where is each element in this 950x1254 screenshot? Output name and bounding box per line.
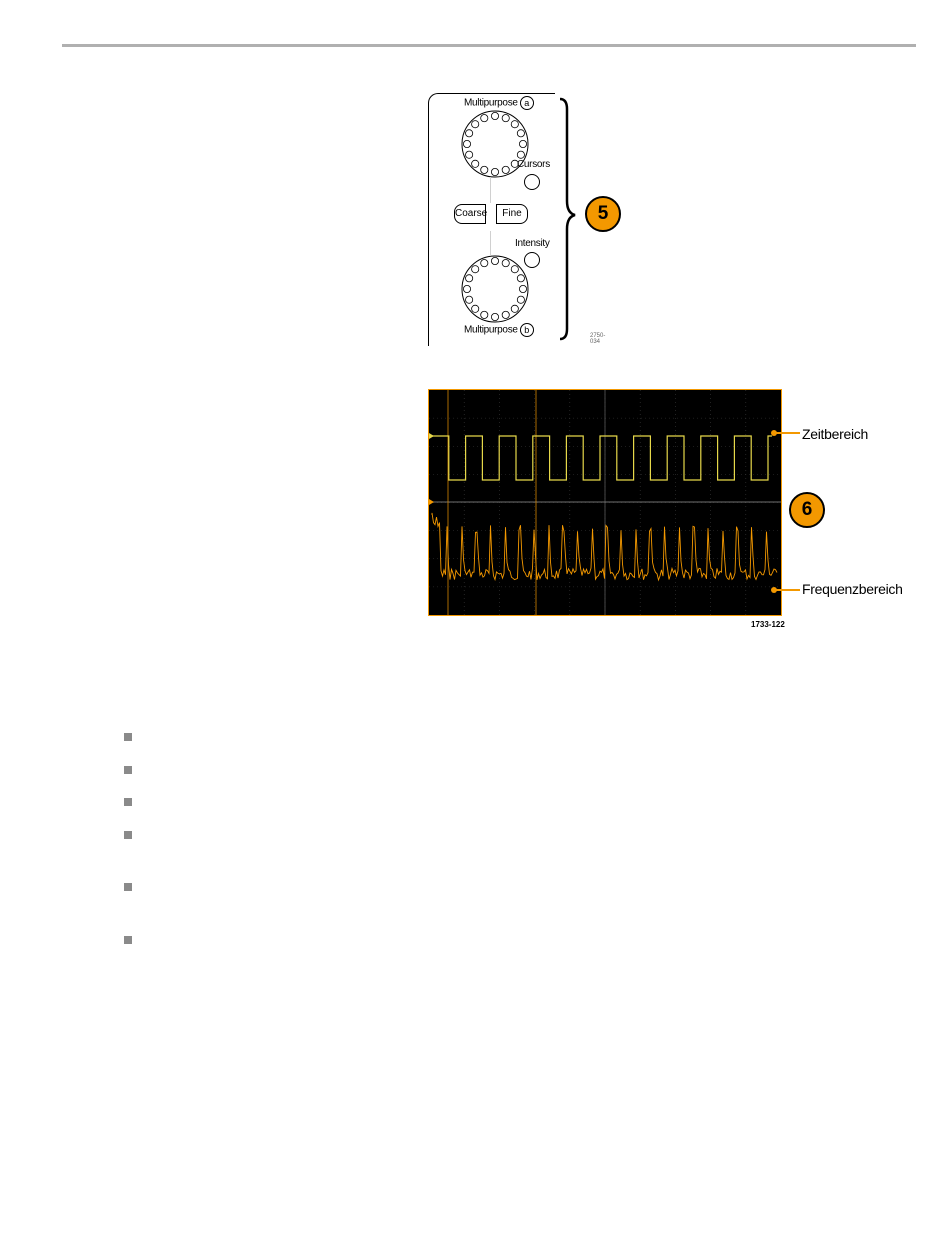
- callout-6: 6: [789, 492, 825, 528]
- frequency-domain-leader: [774, 589, 800, 591]
- divider-upper: [490, 177, 491, 203]
- scope-figure-id: 1733-122: [751, 620, 785, 629]
- intensity-label: Intensity: [515, 238, 550, 249]
- cursors-label: Cursors: [517, 159, 550, 170]
- front-panel-illustration: [428, 93, 606, 345]
- multipurpose-b-label: Multipurpose b: [464, 323, 534, 337]
- bullet-marker: [124, 766, 132, 774]
- multipurpose-b-knob[interactable]: [459, 253, 531, 325]
- header-rule: [62, 44, 916, 47]
- oscilloscope-display: [428, 389, 782, 616]
- bullet-marker: [124, 883, 132, 891]
- time-domain-leader: [774, 432, 800, 434]
- fine-button[interactable]: Fine: [496, 204, 528, 224]
- letter-b-badge: b: [520, 323, 534, 337]
- scope-waveforms: [429, 390, 781, 615]
- bullet-marker: [124, 831, 132, 839]
- panel-figure-id: 2750-034: [590, 333, 606, 345]
- letter-a-badge: a: [520, 96, 534, 110]
- multipurpose-a-label: Multipurpose a: [464, 96, 534, 110]
- divider-lower: [490, 231, 491, 255]
- brace-icon: [558, 97, 578, 341]
- callout-5: 5: [585, 196, 621, 232]
- cursors-button[interactable]: [524, 174, 540, 190]
- bullet-marker: [124, 936, 132, 944]
- bullet-marker: [124, 733, 132, 741]
- frequency-domain-label: Frequenzbereich: [802, 581, 903, 597]
- time-domain-label: Zeitbereich: [802, 426, 868, 442]
- coarse-button[interactable]: Coarse: [454, 204, 486, 224]
- bullet-marker: [124, 798, 132, 806]
